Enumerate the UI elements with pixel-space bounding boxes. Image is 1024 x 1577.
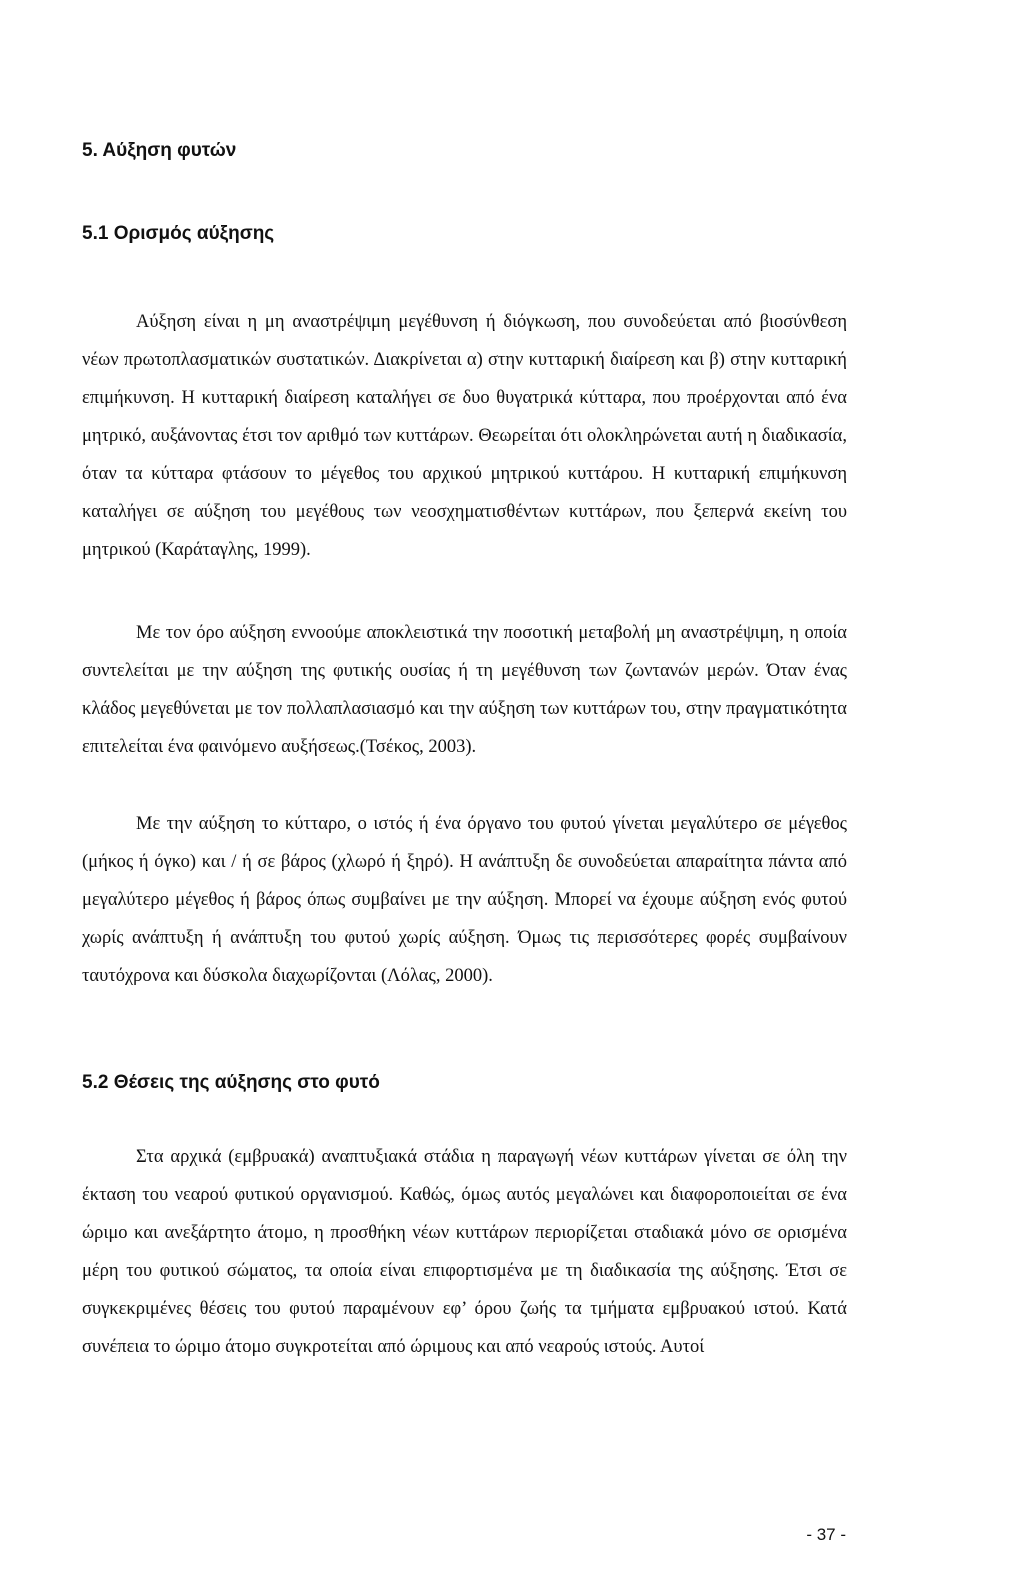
paragraph: Αύξηση είναι η μη αναστρέψιμη μεγέθυνση ή διόγκωση, που συνοδεύεται από βιοσύνθεση νέων πρωτοπλασματικών συστατικών. Διακρίνεται α) στην κυτταρική διαίρεση και β) στην κυτταρική επιμήκυνση. Η κυτταρική διαίρεση καταλήγει σε δυο θυγατρικά κύτταρα, που προέρχονται από ένα μητρικό, αυξάνοντας έτσι τον αριθμό των κυττάρων. Θεωρείται ότι ολοκληρώνεται αυτή η διαδικασία, όταν τα κύτταρα φτάσουν το μέγεθος του αρχικού μητρικού κυττάρου. Η κυτταρική επιμήκυνση καταλήγει σε αύξηση του μεγέθους των νεοσχηματισθέντων κυττάρων, που ξεπερνά εκείνη του μητρικού (Καράταγλης, 1999).	[82, 312, 847, 560]
section-title-1: 5.1 Ορισμός αύξησης	[82, 223, 275, 244]
section-title-2: 5.2 Θέσεις της αύξησης στο φυτό	[82, 1072, 380, 1093]
paragraph: Με τον όρο αύξηση εννοούμε αποκλειστικά την ποσοτική μεταβολή μη αναστρέψιμη, η οποία συντελείται με την αύξηση της φυτικής ουσίας ή τη μεγέθυνση των ζωντανών μερών. Όταν ένας κλάδος μεγεθύνεται με τον πολλαπλασιασμό και την αύξηση των κυττάρων του, στην πραγματικότητα επιτελείται ένα φαινόμενο αυξήσεως.(Τσέκος, 2003).	[82, 623, 847, 757]
paragraph: Στα αρχικά (εμβρυακά) αναπτυξιακά στάδια η παραγωγή νέων κυττάρων γίνεται σε όλη την έκταση του νεαρού φυτικού οργανισμού. Καθώς, όμως αυτός μεγαλώνει και διαφοροποιείται σε ένα ώριμο και ανεξάρτητο άτομο, η προσθήκη νέων κυττάρων περιορίζεται σταδιακά μόνο σε ορισμένα μέρη του φυτικού σώματος, τα οποία είναι επιφορτισμένα με τη διαδικασία της αύξησης. Έτσι σε συγκεκριμένες θέσεις του φυτού παραμένουν εφ’ όρου ζωής τα τμήματα εμβρυακού ιστού. Κατά συνέπεια το ώριμο άτομο συγκροτείται από ώριμους και από νεαρούς ιστούς. Αυτοί	[82, 1147, 847, 1357]
paragraph: Με την αύξηση το κύτταρο, ο ιστός ή ένα όργανο του φυτού γίνεται μεγαλύτερο σε μέγεθος (μήκος ή όγκο) και / ή σε βάρος (χλωρό ή ξηρό). Η ανάπτυξη δε συνοδεύεται απαραίτητα πάντα από μεγαλύτερο μέγεθος ή βάρος όπως συμβαίνει με την αύξηση. Μπορεί να έχουμε αύξηση ενός φυτού χωρίς ανάπτυξη ή ανάπτυξη του φυτού χωρίς αύξηση. Όμως τις περισσότερες φορές συμβαίνουν ταυτόχρονα και δύσκολα διαχωρίζονται (Λόλας, 2000).	[82, 814, 847, 986]
page-number: - 37 -	[806, 1525, 846, 1544]
chapter-title: 5. Αύξηση φυτών	[82, 140, 237, 161]
